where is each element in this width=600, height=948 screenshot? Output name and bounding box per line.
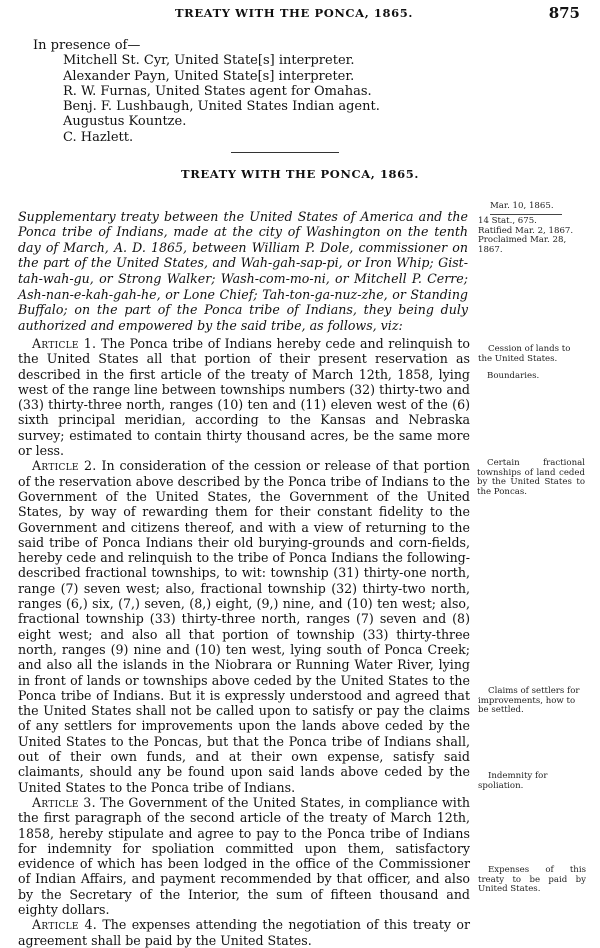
witness-name: Alexander Payn, United State[s] interpreter. — [63, 68, 355, 84]
article-label: Article 3. — [32, 794, 96, 810]
margin-note-boundaries: Boundaries. — [487, 371, 540, 381]
witness-name: C. Hazlett. — [63, 129, 134, 145]
margin-stat-line: Ratified Mar. 2, 1867. — [478, 225, 574, 236]
treaty-title: TREATY WITH THE PONCA, 1865. — [181, 167, 419, 181]
margin-note-claims: Claims of settlers for improvements, how to be settled. — [478, 686, 580, 716]
witness-name: R. W. Furnas, United States agent for Omahas. — [63, 83, 372, 99]
treaty-body — [18, 336, 470, 948]
article-text: In consideration of the cession or release of that portion of the reservation above described by the Ponca tribe of Indians to the Government of the United States, the Government of the United States, by way of rewarding them for their constant fidelity to the Government and citizens thereof, and with a view of returning to the said tribe of Ponca Indians their old burying-grounds and corn-fields, hereby cede and relinquish to the tribe of Ponca Indians the following-described fractional townships, to wit: township (31) thirty-one north, range (7) seven west; also, fractional township (32) thirty-two north, ranges (6,) six, (7,) seven, (8,) eight, (9,) nine, and (10) ten west; also, fractional township (33) thirty-three north, ranges (7) seven and (8) eight west; and also all that portion of township (33) thirty-three north, ranges (9) nine and (10) ten west, lying south of Ponca Creek; and also all the islands in the Niobrara or Running Water River, lying in front of lands or townships above ceded by the United States to the Ponca tribe of Indians. But it is expressly understood and agreed that the United States shall not be called upon to satisfy or pay the claims of any settlers for improvements upon the lands above ceded by the United States to the Poncas, but that the Ponca tribe of Indians shall, out of their own funds, and at their own expense, satisfy said claimants, should any be found upon said lands above ceded by the United States to the Ponca tribe of Indians. — [18, 458, 470, 795]
margin-note-indemnity: Indemnity for spoliation. — [478, 771, 548, 791]
article-label: Article 4. — [32, 917, 98, 933]
running-head — [0, 4, 600, 24]
witness-list — [63, 53, 380, 145]
margin-note-date: Mar. 10, 1865. — [490, 201, 554, 211]
witness-block — [33, 38, 380, 145]
article-text: The Government of the United States, in compliance with the first paragraph of the second article of the treaty of March 12th, 1858, hereby stipulate and agree to pay to the Ponca tribe of Indians for indemnity for spoliation committed upon them, satisfactory evidence of which has been lodged in the office of the Commissioner of Indian Affairs, and payment recommended by that officer, and also by the Secretary of the Interior, the sum of fifteen thousand and eighty dollars. — [18, 794, 470, 917]
article-label: Article 1. — [32, 336, 97, 351]
article-3 — [18, 795, 470, 917]
witness-name: Augustus Kountze. — [63, 114, 187, 130]
margin-stat-line: Proclaimed Mar. 28, 1867. — [478, 235, 567, 255]
witness-name: Mitchell St. Cyr, United State[s] interpreter. — [63, 53, 355, 69]
margin-note-expenses: Expenses of this treaty to be paid by United States. — [478, 865, 586, 895]
article-text: The Ponca tribe of Indians hereby cede and relinquish to the United States all that portion of their present reservation as described in the first article of the treaty of March 12th, 1858, lying west of the range line between townships numbers (32) thirty-two and (33) thirty-three north, ranges (10) ten and (11) eleven west of the (6) sixth principal meridian, according to the Kansas and Nebraska survey; estimated to contain thirty thousand acres, be the same more or less. — [18, 336, 470, 459]
article-2 — [18, 458, 470, 795]
page-number: 875 — [548, 4, 580, 22]
article-text: The expenses attending the negotiation of this treaty or agreement shall be paid by the United States. — [18, 917, 470, 948]
article-label: Article 2. — [32, 458, 97, 474]
margin-note-townships: Certain fractional townships of land ceded by the United States to the Poncas. — [477, 458, 585, 497]
margin-date-rule — [490, 214, 562, 215]
witness-intro: In presence of— — [33, 38, 141, 53]
article-1 — [18, 336, 470, 458]
section-divider — [231, 152, 339, 153]
margin-note-statute — [478, 217, 588, 255]
witness-name: Benj. F. Lushbaugh, United States Indian agent. — [63, 99, 380, 115]
margin-note-cession: Cession of lands to the United States. — [478, 344, 571, 364]
running-title: TREATY WITH THE PONCA, 1865. — [175, 6, 413, 20]
margin-stat-line: 14 Stat., 675. — [478, 216, 537, 226]
treaty-preamble: Supplementary treaty between the United States of America and the Ponca tribe of Indians, made at the city of Washington on the tenth day of March, A. D. 1865, between William P. Dole, commissioner on the part of the United States, and Wah-gah-sap-pi, or Iron Whip; Gist-tah-wah-gu, or Strong Walker; Wash-com-mo-ni, or Mitchell P. Cerre; Ash-nan-e-kah-gah-he, or Lone Chief; Tah-ton-ga-nuz-zhe, or Standing Buffalo; on the part of the Ponca tribe of Indians, they being duly authorized and empowered by the said tribe, as follows, viz: — [18, 208, 468, 333]
article-4 — [18, 917, 470, 948]
